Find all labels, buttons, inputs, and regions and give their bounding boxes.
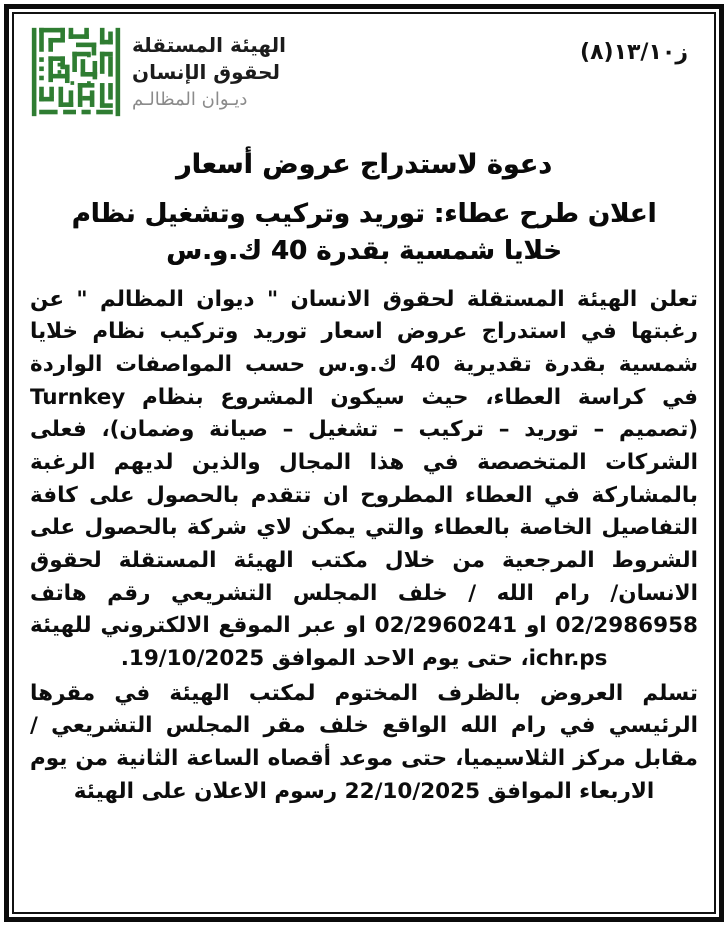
org-name-line-2: لحقوق الإنسان [132, 59, 281, 84]
page-title: دعوة لاستدراج عروض أسعار [176, 149, 552, 180]
title-block [30, 148, 698, 270]
document-header [30, 24, 698, 142]
page-subtitle: اعلان طرح عطاء: توريد وتركيب وتشغيل نظام خلايا شمسية بقدرة 40 ك.و.س [71, 198, 657, 266]
org-name-line-3: ديـوان المظالـم [132, 89, 248, 111]
reference-number: ز١٣/١٠(٨) [580, 40, 688, 65]
body-paragraph-1: تعلن الهيئة المستقلة لحقوق الانسان " ديوان المظالم " عن رغبتها في استدراج عروض اسعار توريد وتركيب نظام خلايا شمسية بقدرة تقديرية 40 ك.و.س حسب المواصفات الواردة في كراسة العطاء، حيث سيكون المشروع بنظام Turnkey (تصميم – توريد – تركيب – تشغيل – صيانة وضمان)، فعلى الشركات المتخصصة في هذا المجال والذين لديهم الرغبة بالمشاركة في العطاء المطروح ان تتقدم بالحصول على كافة التفاصيل الخاصة بالعطاء والتي يمكن لاي شركة بالحصول على الشروط المرجعية من خلال مكتب الهيئة المستقلة لحقوق الانسان/ رام الله / خلف المجلس التشريعي رقم هاتف 02/2986958 او 02/2960241 او عبر الموقع الالكتروني للهيئة ichr.ps، حتى يوم الاحد الموافق 19/10/2025. [30, 286, 698, 671]
organization-name-block [132, 32, 286, 112]
kufic-square-logo-icon [30, 26, 122, 118]
body-paragraph-2: تسلم العروض بالظرف المختوم لمكتب الهيئة في مقرها الرئيسي في رام الله الواقع خلف مقر المجلس التشريعي / مقابل مركز الثلاسيميا، حتى موعد أقصاه الساعة الثانية من يوم الاربعاء الموافق 22/10/2025 رسوم الاعلان على الهيئة [30, 680, 698, 804]
org-name-line-1: الهيئة المستقلة [132, 33, 286, 58]
outer-border [4, 4, 724, 922]
announcement-body [30, 284, 698, 904]
inner-border [12, 12, 716, 914]
organization-brand [30, 26, 286, 118]
